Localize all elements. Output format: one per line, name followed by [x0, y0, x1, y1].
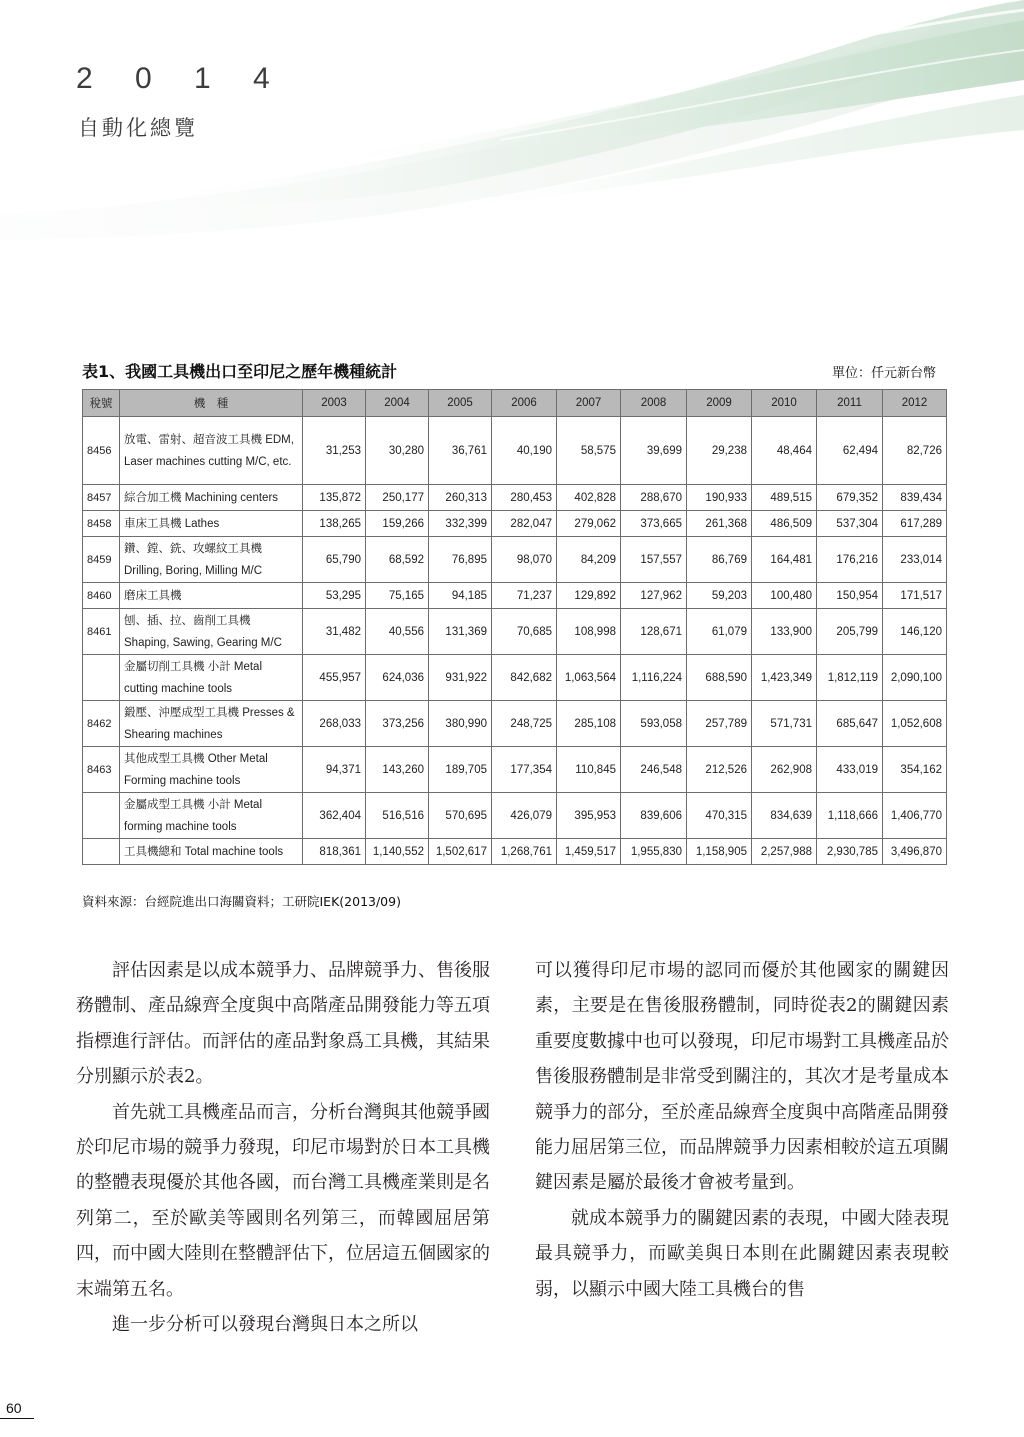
header-cell: 機 種 [120, 390, 303, 417]
value-cell: 679,352 [817, 485, 883, 511]
value-cell: 433,019 [817, 747, 883, 793]
value-cell: 36,761 [429, 417, 492, 485]
value-cell: 84,209 [557, 537, 621, 583]
value-cell: 537,304 [817, 511, 883, 537]
value-cell: 233,014 [883, 537, 947, 583]
value-cell: 288,670 [621, 485, 687, 511]
machine-type-cell: 其他成型工具機 Other Metal Forming machine tools [120, 747, 303, 793]
table-body [83, 417, 947, 865]
value-cell: 177,354 [492, 747, 557, 793]
value-cell: 205,799 [817, 609, 883, 655]
value-cell: 839,606 [621, 793, 687, 839]
header-cell: 稅號 [83, 390, 120, 417]
tariff-code-cell [83, 793, 120, 839]
value-cell: 98,070 [492, 537, 557, 583]
machine-type-cell: 磨床工具機 [120, 583, 303, 609]
table-row [83, 511, 947, 537]
value-cell: 40,556 [366, 609, 429, 655]
value-cell: 268,033 [303, 701, 366, 747]
machine-type-cell: 鍛壓、沖壓成型工具機 Presses & Shearing machines [120, 701, 303, 747]
value-cell: 94,185 [429, 583, 492, 609]
value-cell: 834,639 [752, 793, 817, 839]
tariff-code-cell: 8463 [83, 747, 120, 793]
header-cell: 2007 [557, 390, 621, 417]
value-cell: 373,665 [621, 511, 687, 537]
table-row [83, 701, 947, 747]
value-cell: 261,368 [687, 511, 752, 537]
value-cell: 262,908 [752, 747, 817, 793]
header-subtitle: 自動化總覽 [78, 116, 198, 140]
value-cell: 1,116,224 [621, 655, 687, 701]
value-cell: 3,496,870 [883, 839, 947, 865]
value-cell: 332,399 [429, 511, 492, 537]
value-cell: 31,253 [303, 417, 366, 485]
value-cell: 818,361 [303, 839, 366, 865]
body-paragraph: 評估因素是以成本競爭力、品牌競爭力、售後服務體制、產品線齊全度與中高階產品開發能力等五項指標進行評估。而評估的產品對象爲工具機，其結果分別顯示於表2。 [76, 960, 490, 1088]
value-cell: 1,406,770 [883, 793, 947, 839]
body-paragraph: 可以獲得印尼市場的認同而優於其他國家的關鍵因素，主要是在售後服務體制，同時從表2的關鍵因素重要度數據中也可以發現，印尼市場對工具機產品於售後服務體制是非常受到關注的，其次才是考量成本競爭力的部分，至於產品線齊全度與中高階產品開發能力屈居第三位，而品牌競爭力因素相較於這五項關鍵因素是屬於最後才會被考量到。 [535, 960, 949, 1194]
tariff-code-cell: 8462 [83, 701, 120, 747]
value-cell: 395,953 [557, 793, 621, 839]
body-paragraph: 進一步分析可以發現台灣與日本之所以 [112, 1314, 418, 1336]
machine-type-cell: 鑽、鏜、銑、攻螺紋工具機 Drilling, Boring, Milling M/C [120, 537, 303, 583]
value-cell: 76,895 [429, 537, 492, 583]
machine-type-cell: 綜合加工機 Machining centers [120, 485, 303, 511]
value-cell: 39,699 [621, 417, 687, 485]
value-cell: 1,955,830 [621, 839, 687, 865]
value-cell: 2,930,785 [817, 839, 883, 865]
machine-type-cell: 刨、插、拉、齒削工具機 Shaping, Sawing, Gearing M/C [120, 609, 303, 655]
machine-type-cell: 金屬成型工具機 小計 Metal forming machine tools [120, 793, 303, 839]
table-header-row [83, 390, 947, 417]
value-cell: 68,592 [366, 537, 429, 583]
value-cell: 593,058 [621, 701, 687, 747]
value-cell: 685,647 [817, 701, 883, 747]
machine-type-cell: 金屬切削工具機 小計 Metal cutting machine tools [120, 655, 303, 701]
value-cell: 65,790 [303, 537, 366, 583]
body-column-right [535, 953, 949, 1307]
tariff-code-cell: 8456 [83, 417, 120, 485]
value-cell: 373,256 [366, 701, 429, 747]
value-cell: 58,575 [557, 417, 621, 485]
value-cell: 61,079 [687, 609, 752, 655]
value-cell: 1,812,119 [817, 655, 883, 701]
value-cell: 257,789 [687, 701, 752, 747]
page-number-rule [0, 1418, 34, 1419]
tariff-code-cell [83, 839, 120, 865]
tariff-code-cell: 8457 [83, 485, 120, 511]
value-cell: 159,266 [366, 511, 429, 537]
header-cell: 2012 [883, 390, 947, 417]
header-year: 2 0 1 4 [76, 62, 287, 95]
value-cell: 1,052,608 [883, 701, 947, 747]
value-cell: 380,990 [429, 701, 492, 747]
value-cell: 157,557 [621, 537, 687, 583]
value-cell: 30,280 [366, 417, 429, 485]
tariff-code-cell: 8458 [83, 511, 120, 537]
value-cell: 839,434 [883, 485, 947, 511]
value-cell: 624,036 [366, 655, 429, 701]
value-cell: 1,502,617 [429, 839, 492, 865]
value-cell: 354,162 [883, 747, 947, 793]
value-cell: 470,315 [687, 793, 752, 839]
machine-type-cell: 工具機總和 Total machine tools [120, 839, 303, 865]
header-cell: 2004 [366, 390, 429, 417]
tariff-code-cell [83, 655, 120, 701]
body-paragraph: 就成本競爭力的關鍵因素的表現，中國大陸表現最具競爭力，而歐美與日本則在此關鍵因素表現較弱，以顯示中國大陸工具機台的售 [535, 1207, 949, 1300]
value-cell: 143,260 [366, 747, 429, 793]
value-cell: 362,404 [303, 793, 366, 839]
value-cell: 250,177 [366, 485, 429, 511]
value-cell: 53,295 [303, 583, 366, 609]
export-statistics-table [82, 389, 947, 865]
header-cell: 2009 [687, 390, 752, 417]
value-cell: 129,892 [557, 583, 621, 609]
value-cell: 171,517 [883, 583, 947, 609]
value-cell: 842,682 [492, 655, 557, 701]
value-cell: 59,203 [687, 583, 752, 609]
tariff-code-cell: 8460 [83, 583, 120, 609]
value-cell: 135,872 [303, 485, 366, 511]
value-cell: 260,313 [429, 485, 492, 511]
table-source-note: 資料來源：台經院進出口海關資料；工研院IEK(2013/09) [82, 894, 401, 909]
tariff-code-cell: 8459 [83, 537, 120, 583]
table-row [83, 583, 947, 609]
value-cell: 489,515 [752, 485, 817, 511]
value-cell: 931,922 [429, 655, 492, 701]
value-cell: 1,423,349 [752, 655, 817, 701]
value-cell: 110,845 [557, 747, 621, 793]
header-cell: 2011 [817, 390, 883, 417]
value-cell: 688,590 [687, 655, 752, 701]
value-cell: 138,265 [303, 511, 366, 537]
machine-type-cell: 車床工具機 Lathes [120, 511, 303, 537]
value-cell: 164,481 [752, 537, 817, 583]
body-column-left [76, 953, 490, 1342]
table-row [83, 655, 947, 701]
value-cell: 82,726 [883, 417, 947, 485]
value-cell: 131,369 [429, 609, 492, 655]
value-cell: 1,459,517 [557, 839, 621, 865]
value-cell: 189,705 [429, 747, 492, 793]
value-cell: 94,371 [303, 747, 366, 793]
value-cell: 48,464 [752, 417, 817, 485]
value-cell: 617,289 [883, 511, 947, 537]
value-cell: 150,954 [817, 583, 883, 609]
value-cell: 29,238 [687, 417, 752, 485]
value-cell: 176,216 [817, 537, 883, 583]
value-cell: 571,731 [752, 701, 817, 747]
table-row [83, 485, 947, 511]
body-paragraph: 首先就工具機產品而言，分析台灣與其他競爭國於印尼市場的競爭力發現，印尼市場對於日本工具機的整體表現優於其他各國，而台灣工具機產業則是名列第二，至於歐美等國則名列第三，而韓國屈居第四，而中國大陸則在整體評估下，位居這五個國家的末端第五名。 [76, 1101, 490, 1300]
value-cell: 128,671 [621, 609, 687, 655]
table-title: 表1、我國工具機出口至印尼之歷年機種統計 [82, 362, 398, 381]
table-row [83, 839, 947, 865]
machine-type-cell: 放電、雷射、超音波工具機 EDM, Laser machines cutting M/C, etc. [120, 417, 303, 485]
value-cell: 71,237 [492, 583, 557, 609]
header-cell: 2005 [429, 390, 492, 417]
value-cell: 570,695 [429, 793, 492, 839]
tariff-code-cell: 8461 [83, 609, 120, 655]
value-cell: 62,494 [817, 417, 883, 485]
table-row [83, 747, 947, 793]
header-cell: 2006 [492, 390, 557, 417]
value-cell: 516,516 [366, 793, 429, 839]
value-cell: 402,828 [557, 485, 621, 511]
value-cell: 248,725 [492, 701, 557, 747]
value-cell: 2,257,988 [752, 839, 817, 865]
value-cell: 190,933 [687, 485, 752, 511]
value-cell: 70,685 [492, 609, 557, 655]
value-cell: 426,079 [492, 793, 557, 839]
value-cell: 455,957 [303, 655, 366, 701]
page-number: 60 [6, 1400, 22, 1416]
table-row [83, 793, 947, 839]
value-cell: 75,165 [366, 583, 429, 609]
value-cell: 279,062 [557, 511, 621, 537]
table-row [83, 417, 947, 485]
table-row [83, 537, 947, 583]
value-cell: 100,480 [752, 583, 817, 609]
value-cell: 1,158,905 [687, 839, 752, 865]
table-unit: 單位：仟元新台幣 [831, 366, 936, 381]
value-cell: 1,063,564 [557, 655, 621, 701]
value-cell: 1,268,761 [492, 839, 557, 865]
value-cell: 146,120 [883, 609, 947, 655]
value-cell: 246,548 [621, 747, 687, 793]
value-cell: 127,962 [621, 583, 687, 609]
value-cell: 40,190 [492, 417, 557, 485]
table-row [83, 609, 947, 655]
value-cell: 280,453 [492, 485, 557, 511]
value-cell: 486,509 [752, 511, 817, 537]
value-cell: 31,482 [303, 609, 366, 655]
value-cell: 1,118,666 [817, 793, 883, 839]
value-cell: 212,526 [687, 747, 752, 793]
value-cell: 108,998 [557, 609, 621, 655]
value-cell: 282,047 [492, 511, 557, 537]
value-cell: 1,140,552 [366, 839, 429, 865]
value-cell: 86,769 [687, 537, 752, 583]
header-cell: 2008 [621, 390, 687, 417]
value-cell: 2,090,100 [883, 655, 947, 701]
value-cell: 133,900 [752, 609, 817, 655]
header-cell: 2010 [752, 390, 817, 417]
header-cell: 2003 [303, 390, 366, 417]
value-cell: 285,108 [557, 701, 621, 747]
